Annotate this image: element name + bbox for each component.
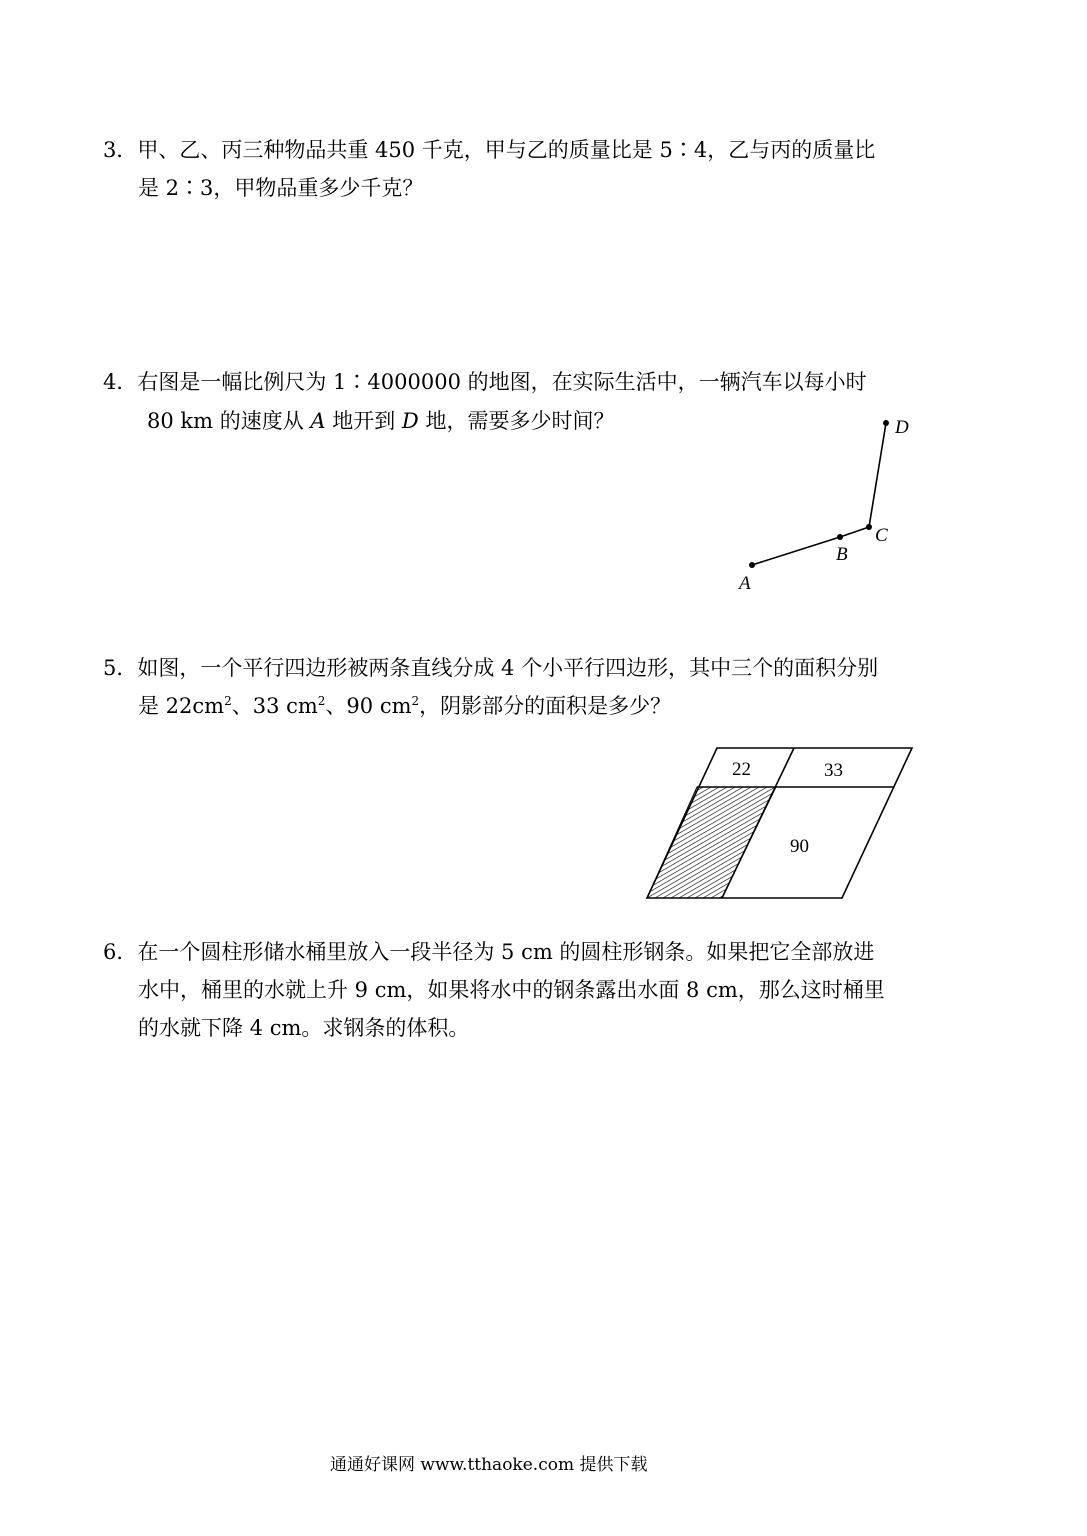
label-b: B	[836, 544, 848, 565]
shaded-region	[647, 787, 776, 898]
point-b-dot	[837, 534, 843, 540]
question-5-line-1: 5．如图，一个平行四边形被两条直线分成 4 个小平行四边形，其中三个的面积分别	[103, 653, 878, 683]
area-90-label: 90	[790, 836, 809, 857]
question-5-line-2: 是 $22cm^2$、33 $cm^2$、90 $cm^2$，阴影部分的面积是多少？	[138, 694, 672, 718]
map-route-figure	[730, 410, 930, 610]
parallelogram-figure	[640, 740, 920, 900]
question-3-line-2: 是 2∶3，甲物品重多少千克？	[138, 176, 424, 200]
question-5-number: 5．	[103, 656, 138, 680]
point-a-dot	[749, 562, 755, 568]
point-d-dot	[883, 420, 889, 426]
area-33-label: 33	[824, 760, 843, 781]
question-6-line-3: 的水就下降 4 cm。求钢条的体积。	[138, 1016, 470, 1040]
question-4-line-2: 80 km 的速度从 A 地开到 D 地，需要多少时间？	[147, 409, 615, 433]
page-footer: 通通好课网 www.tthaoke.com 提供下载	[330, 1455, 648, 1475]
label-a: A	[739, 573, 751, 594]
label-d: D	[895, 417, 909, 438]
question-3-number: 3．	[103, 138, 138, 162]
label-c: C	[875, 525, 888, 546]
question-6-line-2: 水中，桶里的水就上升 9 cm，如果将水中的钢条露出水面 8 cm，那么这时桶里	[138, 978, 885, 1002]
question-3-line-1: 3．甲、乙、丙三种物品共重 450 千克，甲与乙的质量比是 5∶4，乙与丙的质量比	[103, 135, 875, 165]
question-6-number: 6．	[103, 940, 138, 964]
point-c-dot	[866, 524, 872, 530]
question-4-line-1: 4．右图是一幅比例尺为 1∶4000000 的地图，在实际生活中，一辆汽车以每小时	[103, 367, 867, 397]
area-22-label: 22	[732, 759, 751, 780]
question-4-number: 4．	[103, 370, 138, 394]
route-line	[752, 423, 886, 565]
question-6-line-1: 6．在一个圆柱形储水桶里放入一段半径为 5 cm 的圆柱形钢条。如果把它全部放进	[103, 937, 874, 967]
